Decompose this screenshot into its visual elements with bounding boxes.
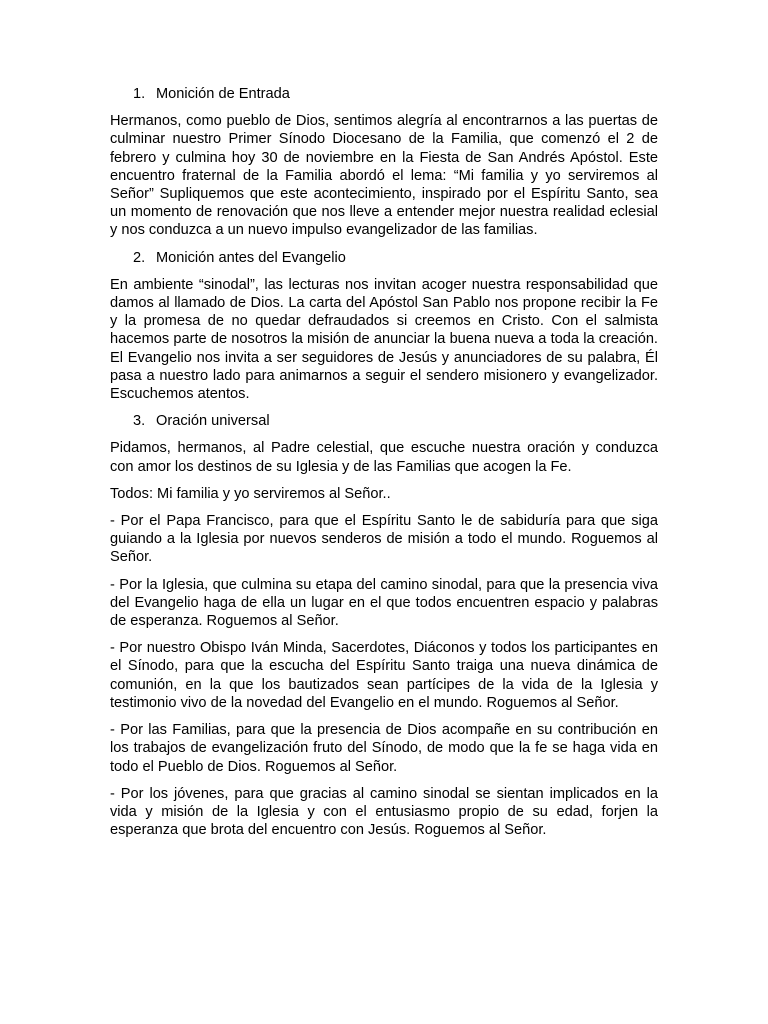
section-heading-oracion <box>110 412 658 430</box>
prayer-petition-papa: - Por el Papa Francisco, para que el Espíritu Santo le de sabiduría para que siga guiando a la Iglesia por nuevos senderos de misión a todo el mundo. Roguemos al Señor. <box>110 513 658 566</box>
section-heading-evangelio <box>110 249 658 267</box>
paragraph-response: Todos: Mi familia y yo serviremos al Señor.. <box>110 485 391 502</box>
prayer-petition-jovenes: - Por los jóvenes, para que gracias al camino sinodal se sientan implicados en la vida y misión de la Iglesia y con el entusiasmo propio de su edad, forjen la esperanza que brota del encuentro con Jesús. Roguemos al Señor. <box>110 785 658 839</box>
paragraph-monicion-entrada: Hermanos, como pueblo de Dios, sentimos alegría al encontrarnos a las puertas de culminar nuestro Primer Sínodo Diocesano de la Familia, que comenzó el 2 de febrero y culmina hoy 30 de noviembre en la Fiesta de San Andrés Apóstol. Este encuentro fraternal de la Familia abordó el lema: “Mi familia y yo serviremos al Señor” Supliquemos que este acontecimiento, inspirado por el Espíritu Santo, sea un momento de renovación que nos lleve a entender mejor nuestra realidad eclesial y nos conduzca a un nuevo impulso evangelizador de las familias. <box>110 113 658 239</box>
prayer-petition-obispo: - Por nuestro Obispo Iván Minda, Sacerdotes, Diáconos y todos los participantes en el Sínodo, para que la escucha del Espíritu Santo traiga una nueva dinámica de comunión, en la que los bautizados sean partícipes de la vida de la Iglesia y testimonio vivo de la novedad del Evangelio en el mundo. Roguemos al Señor. <box>110 640 658 711</box>
section-number: 1. <box>133 86 146 102</box>
prayer-petition-familias: - Por las Familias, para que la presencia de Dios acompañe en su contribución en los trabajos de evangelización fruto del Sínodo, de modo que la fe se haga vida en todo el Pueblo de Dios. Roguemos al Señor. <box>110 722 658 775</box>
section-number: 2. <box>133 249 146 266</box>
section-heading-entrada <box>110 85 658 103</box>
document-page <box>110 85 658 848</box>
prayer-petition-iglesia: - Por la Iglesia, que culmina su etapa del camino sinodal, para que la presencia viva del Evangelio haga de ella un lugar en el que todos encuentren espacio y palabras de esperanza. Roguemos al Señor. <box>110 576 658 630</box>
paragraph-oracion-intro: Pidamos, hermanos, al Padre celestial, que escuche nuestra oración y conduzca con amor los destinos de su Iglesia y de las Familias que acogen la Fe. <box>110 440 658 475</box>
section-title: Monición de Entrada <box>156 86 290 102</box>
section-title: Monición antes del Evangelio <box>156 249 346 266</box>
section-number: 3. <box>133 413 146 430</box>
section-title: Oración universal <box>156 413 270 430</box>
paragraph-monicion-evangelio: En ambiente “sinodal”, las lecturas nos invitan acoger nuestra responsabilidad que damos al llamado de Dios. La carta del Apóstol San Pablo nos propone recibir la Fe y la promesa de no quedar defraudados si creemos en Cristo. Con el salmista hacemos parte de nosotros la misión de anunciar la buena nueva a toda la creación. El Evangelio nos invita a ser seguidores de Jesús y anunciadores de su palabra, Él pasa a nuestro lado para animarnos a seguir el sendero misionero y evangelizador. Escuchemos atentos. <box>110 276 658 403</box>
